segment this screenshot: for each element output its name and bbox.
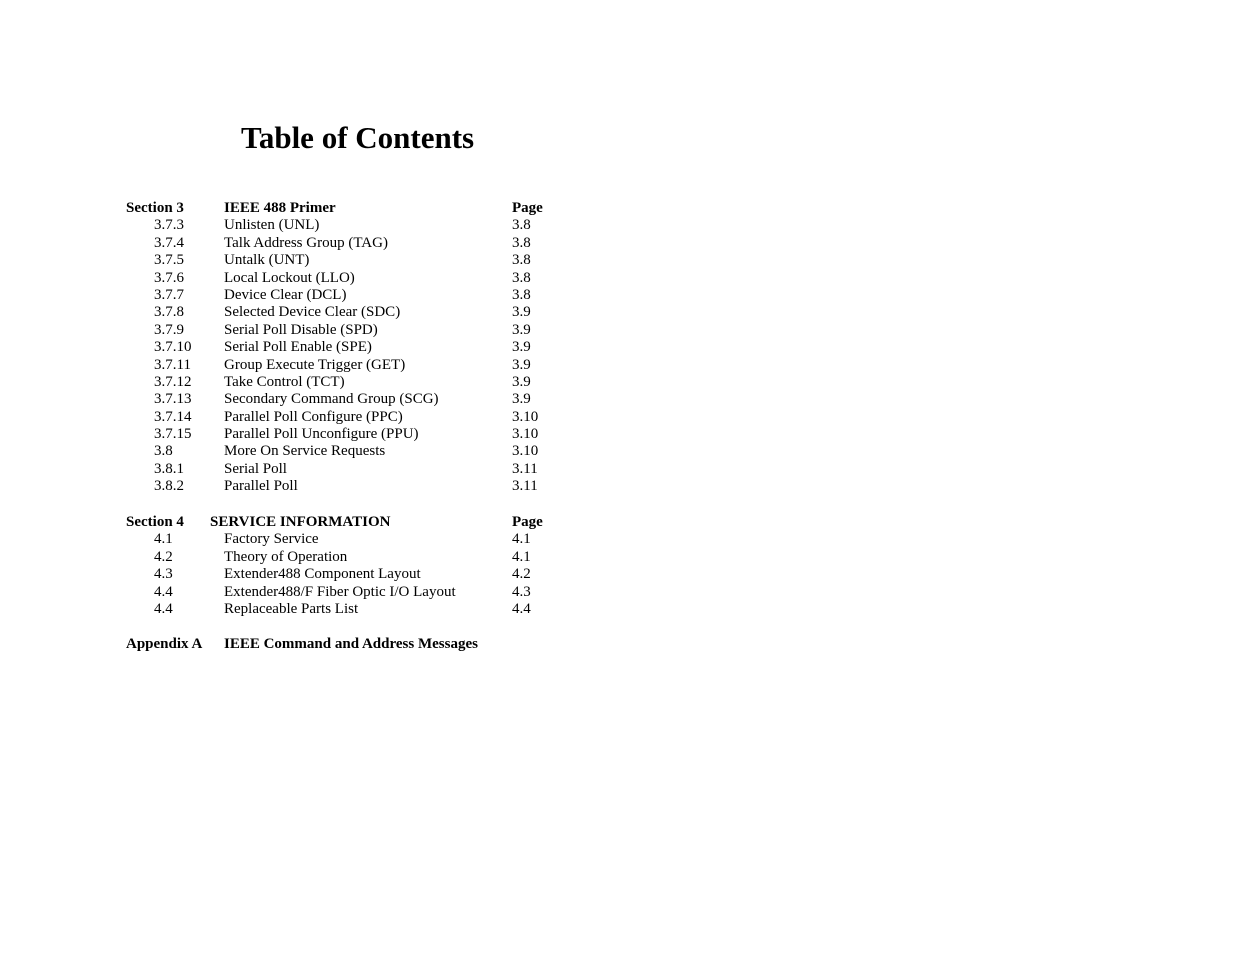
entry-title: Secondary Command Group (SCG): [224, 391, 439, 408]
page-column-header: Page: [512, 200, 543, 216]
entry-title: Serial Poll Disable (SPD): [224, 321, 378, 338]
entry-number: 3.7.13: [154, 391, 192, 408]
entry-page: 3.8: [512, 269, 531, 286]
page-title: Table of Contents: [241, 120, 475, 155]
entry-page: 3.11: [512, 460, 538, 477]
entry-page: 3.9: [512, 356, 531, 373]
entry-title: Talk Address Group (TAG): [224, 234, 388, 251]
entry-number: 3.7.9: [154, 321, 184, 338]
entry-title: Group Execute Trigger (GET): [224, 356, 406, 373]
entry-number: 3.7.15: [154, 426, 192, 443]
entry-number: 3.7.6: [154, 269, 184, 286]
entry-title: Factory Service: [224, 531, 319, 548]
page-column-header: Page: [512, 514, 543, 530]
toc-entry[interactable]: [0, 270, 700, 287]
toc-entry[interactable]: [0, 478, 700, 495]
section-label: Section 3: [126, 200, 184, 216]
entry-title: Serial Poll Enable (SPE): [224, 339, 372, 356]
entry-title: Untalk (UNT): [224, 252, 310, 269]
entry-number: 4.1: [154, 531, 173, 548]
entry-page: 3.8: [512, 234, 531, 251]
entry-title: Replaceable Parts List: [224, 600, 359, 617]
toc-section-4: [0, 514, 700, 618]
entry-number: 3.7.10: [154, 339, 192, 356]
toc-entry[interactable]: [0, 409, 700, 426]
entry-page: 4.4: [512, 600, 531, 617]
toc-entry[interactable]: [0, 357, 700, 374]
toc-entry[interactable]: [0, 566, 700, 583]
toc-entry[interactable]: [0, 461, 700, 478]
appendix-title: IEEE Command and Address Messages: [224, 636, 478, 652]
entry-page: 3.9: [512, 373, 531, 390]
entry-title: Unlisten (UNL): [224, 217, 320, 234]
toc-entry[interactable]: [0, 391, 700, 408]
entry-title: Parallel Poll Unconfigure (PPU): [224, 426, 419, 443]
toc-section-3: [0, 200, 700, 496]
entry-number: 3.8.1: [154, 460, 184, 477]
section-title: IEEE 488 Primer: [224, 200, 336, 216]
appendix-label: Appendix A: [126, 636, 203, 652]
section-title: SERVICE INFORMATION: [210, 514, 391, 530]
entry-page: 4.3: [512, 583, 531, 600]
entry-number: 4.4: [154, 583, 173, 600]
entry-number: 3.7.11: [154, 356, 191, 373]
entry-title: Device Clear (DCL): [224, 286, 347, 303]
entry-page: 3.11: [512, 478, 538, 495]
toc-entry[interactable]: [0, 426, 700, 443]
entry-number: 4.4: [154, 600, 173, 617]
toc-entry[interactable]: [0, 584, 700, 601]
entry-page: 3.9: [512, 304, 531, 321]
toc-entry[interactable]: [0, 549, 700, 566]
entry-title: Local Lockout (LLO): [224, 269, 355, 286]
entry-page: 3.9: [512, 321, 531, 338]
entry-number: 3.7.5: [154, 252, 184, 269]
entry-title: Selected Device Clear (SDC): [224, 304, 401, 321]
entry-number: 3.7.3: [154, 217, 184, 234]
entry-number: 4.2: [154, 548, 173, 565]
entry-page: 3.8: [512, 286, 531, 303]
entry-page: 3.8: [512, 252, 531, 269]
entry-title: Parallel Poll: [224, 478, 298, 495]
entry-page: 3.9: [512, 339, 531, 356]
toc-entry[interactable]: [0, 304, 700, 321]
entry-number: 3.7.14: [154, 408, 192, 425]
entry-number: 3.8.2: [154, 478, 184, 495]
entry-number: 3.7.8: [154, 304, 184, 321]
toc-entry[interactable]: [0, 235, 700, 252]
entry-page: 3.10: [512, 426, 539, 443]
entry-page: 4.1: [512, 548, 531, 565]
appendix-header[interactable]: [0, 636, 700, 653]
entry-title: Extender488/F Fiber Optic I/O Layout: [224, 583, 456, 600]
entry-title: Take Control (TCT): [224, 373, 345, 390]
entry-page: 3.10: [512, 408, 539, 425]
entry-number: 3.7.4: [154, 234, 184, 251]
toc-appendix: [0, 636, 700, 653]
entry-number: 3.7.7: [154, 286, 184, 303]
entry-title: Theory of Operation: [224, 548, 348, 565]
entry-number: 3.7.12: [154, 373, 192, 390]
entry-number: 4.3: [154, 566, 173, 583]
toc-entry[interactable]: [0, 252, 700, 269]
section-header: [0, 200, 700, 217]
entry-title: Extender488 Component Layout: [224, 566, 421, 583]
entry-page: 4.1: [512, 531, 531, 548]
entry-title: More On Service Requests: [224, 443, 386, 460]
toc-entry[interactable]: [0, 217, 700, 234]
entry-page: 3.8: [512, 217, 531, 234]
entry-title: Parallel Poll Configure (PPC): [224, 408, 403, 425]
toc-entry[interactable]: [0, 601, 700, 618]
entry-page: 3.9: [512, 391, 531, 408]
section-header: [0, 514, 700, 531]
toc-entry[interactable]: [0, 322, 700, 339]
toc-entry[interactable]: [0, 287, 700, 304]
toc-entry[interactable]: [0, 374, 700, 391]
entry-page: 4.2: [512, 566, 531, 583]
toc-entry[interactable]: [0, 531, 700, 548]
entry-number: 3.8: [154, 443, 173, 460]
toc-entry[interactable]: [0, 339, 700, 356]
section-label: Section 4: [126, 514, 184, 530]
toc-entry[interactable]: [0, 443, 700, 460]
entry-page: 3.10: [512, 443, 539, 460]
entry-title: Serial Poll: [224, 460, 287, 477]
